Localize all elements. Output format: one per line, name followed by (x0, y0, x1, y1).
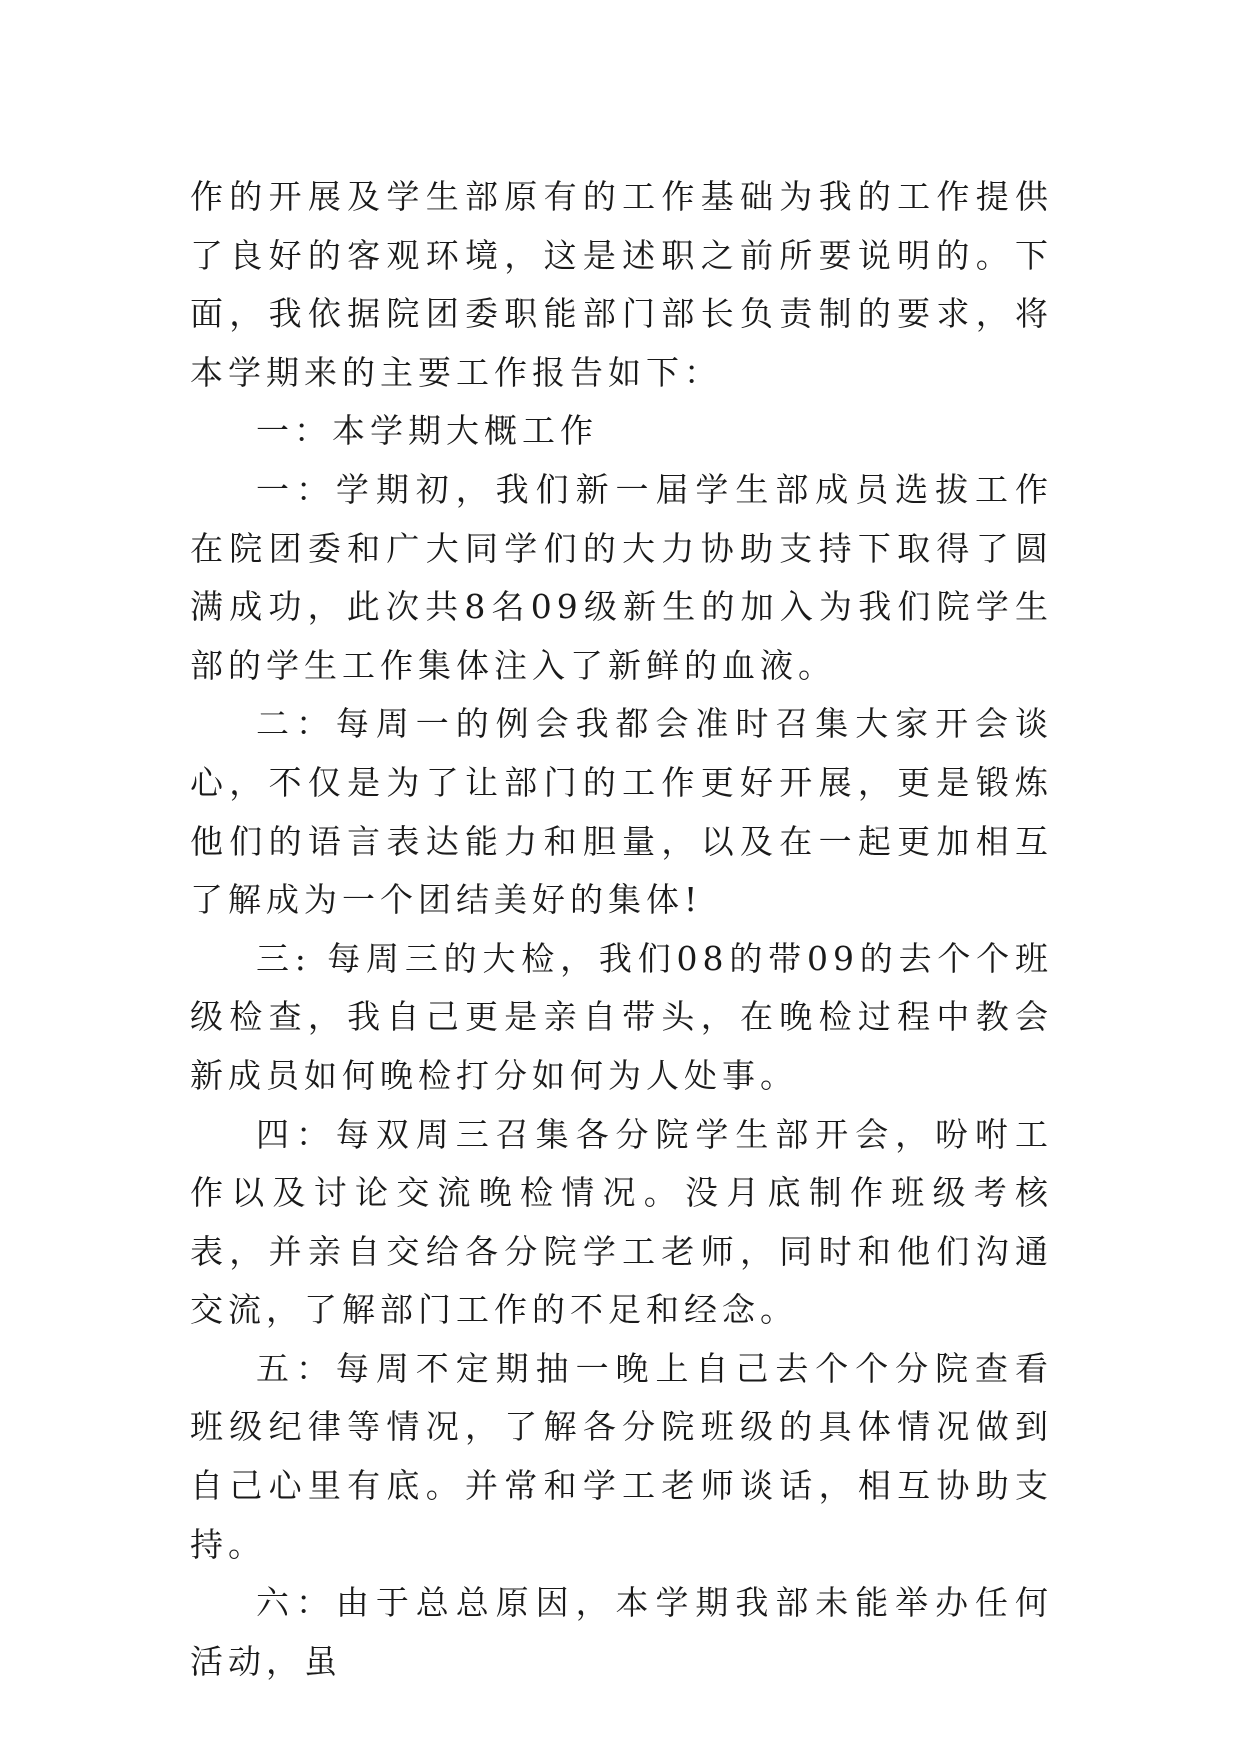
paragraph-item-1: 一：学期初，我们新一届学生部成员选拔工作在院团委和广大同学们的大力协助支持下取得了圆满成功，此次共8名09级新生的加入为我们院学生部的学生工作集体注入了新鲜的血液。 (190, 469, 1053, 685)
paragraph-item-4: 四：每双周三召集各分院学生部开会，吩咐工作以及讨论交流晚检情况。没月底制作班级考核表，并亲自交给各分院学工老师，同时和他们沟通交流，了解部门工作的不足和经念。 (190, 1114, 1053, 1330)
paragraph-item-3: 三: 每周三的大检，我们08的带09的去个个班级检查，我自己更是亲自带头，在晚检过程中教会新成员如何晚检打分如何为人处事。 (190, 938, 1053, 1095)
document-body (190, 168, 1053, 1691)
section-heading-semester-work: 一：本学期大概工作 (256, 411, 598, 451)
paragraph-intro-continuation: 作的开展及学生部原有的工作基础为我的工作提供了良好的客观环境，这是述职之前所要说明的。下面，我依据院团委职能部门部长负责制的要求，将本学期来的主要工作报告如下： (190, 177, 1053, 392)
paragraph-item-2: 二：每周一的例会我都会准时召集大家开会谈心，不仅是为了让部门的工作更好开展，更是锻炼他们的语言表达能力和胆量，以及在一起更加相互了解成为一个团结美好的集体! (190, 704, 1053, 920)
paragraph-item-5: 五：每周不定期抽一晚上自己去个个分院查看班级纪律等情况，了解各分院班级的具体情况做到自己心里有底。并常和学工老师谈话，相互协助支持。 (190, 1348, 1053, 1564)
paragraph-item-6: 六：由于总总原因，本学期我部未能举办任何活动，虽 (190, 1583, 1053, 1681)
